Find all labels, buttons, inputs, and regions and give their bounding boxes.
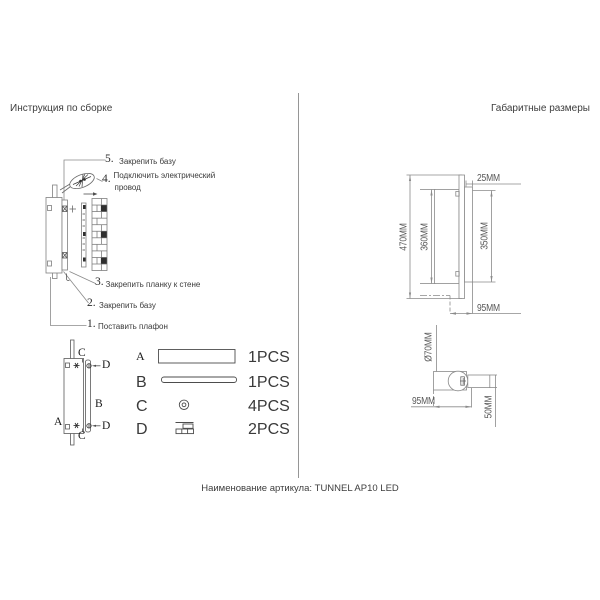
part-icon-d	[176, 423, 194, 434]
part-letter-c: C	[136, 398, 148, 415]
step-3-label: Закрепить планку к стене	[105, 280, 201, 289]
dim-overall-height: 470MM	[398, 222, 409, 251]
part-icon-b	[162, 377, 237, 383]
step-4-number: 4.	[102, 172, 111, 185]
step-5-label: Закрепить базу	[119, 157, 176, 166]
part-icons	[159, 350, 237, 434]
step-5-number: 5.	[105, 153, 114, 165]
step-2-label: Закрепить базу	[99, 300, 156, 310]
dim-plate-height: 350MM	[479, 222, 490, 250]
part-qty-b: 1PCS	[248, 373, 290, 391]
step-4-label-line2: провод	[114, 183, 141, 192]
top-wall-plate	[468, 375, 490, 388]
dim-diameter: Ø70MM	[423, 331, 434, 362]
step-1-number: 1.	[87, 318, 96, 330]
exploded-plate-a	[64, 359, 84, 434]
mounting-strip	[82, 203, 87, 267]
side-base	[435, 190, 460, 284]
exploded-label-c-bottom: C	[78, 430, 86, 442]
wall-bricks	[92, 199, 107, 271]
clamp-detail	[70, 206, 77, 213]
right-section-title: Габаритные размеры	[490, 103, 590, 114]
exploded-bar-b	[86, 360, 91, 432]
exploded-label-a: A	[54, 416, 63, 428]
exploded-label-b: B	[95, 398, 103, 410]
exploded-label-c-top: C	[78, 347, 86, 359]
side-shade-bar	[459, 175, 465, 299]
wire-twist-oval	[60, 170, 96, 193]
base-plate	[46, 198, 62, 274]
dim-overall-depth: 95MM	[477, 302, 500, 314]
part-letter-b: B	[136, 373, 147, 391]
part-qty-a: 1PCS	[248, 349, 290, 366]
exploded-label-d-bottom: D	[102, 419, 111, 432]
step-3-number: 3.	[95, 276, 104, 288]
dim-base-height: 360MM	[419, 222, 430, 251]
direction-arrow-icon	[84, 192, 98, 195]
vertical-divider	[298, 93, 299, 478]
assembly-diagram	[46, 160, 107, 326]
part-qty-c: 4PCS	[248, 398, 290, 415]
step-1-label: Поставить плафон	[98, 321, 168, 331]
part-icon-c	[179, 400, 188, 409]
part-letter-a: A	[136, 349, 145, 363]
part-qty-d: 2PCS	[248, 421, 290, 438]
dim-top-plate-width: 50MM	[483, 395, 494, 419]
part-icon-a	[159, 350, 236, 364]
part-letter-d: D	[136, 421, 148, 438]
dim-top-depth: 95MM	[412, 395, 435, 407]
step-4-label: Подключить электрический	[113, 171, 216, 180]
exploded-label-d-top: D	[102, 358, 111, 371]
dim-plate-depth: 25MM	[477, 172, 500, 184]
step-2-number: 2.	[87, 297, 96, 309]
article-name: Наименование артикула: TUNNEL AP10 LED	[201, 483, 399, 494]
left-section-title: Инструкция по сборке	[10, 103, 113, 114]
side-wall-plate	[465, 187, 473, 282]
